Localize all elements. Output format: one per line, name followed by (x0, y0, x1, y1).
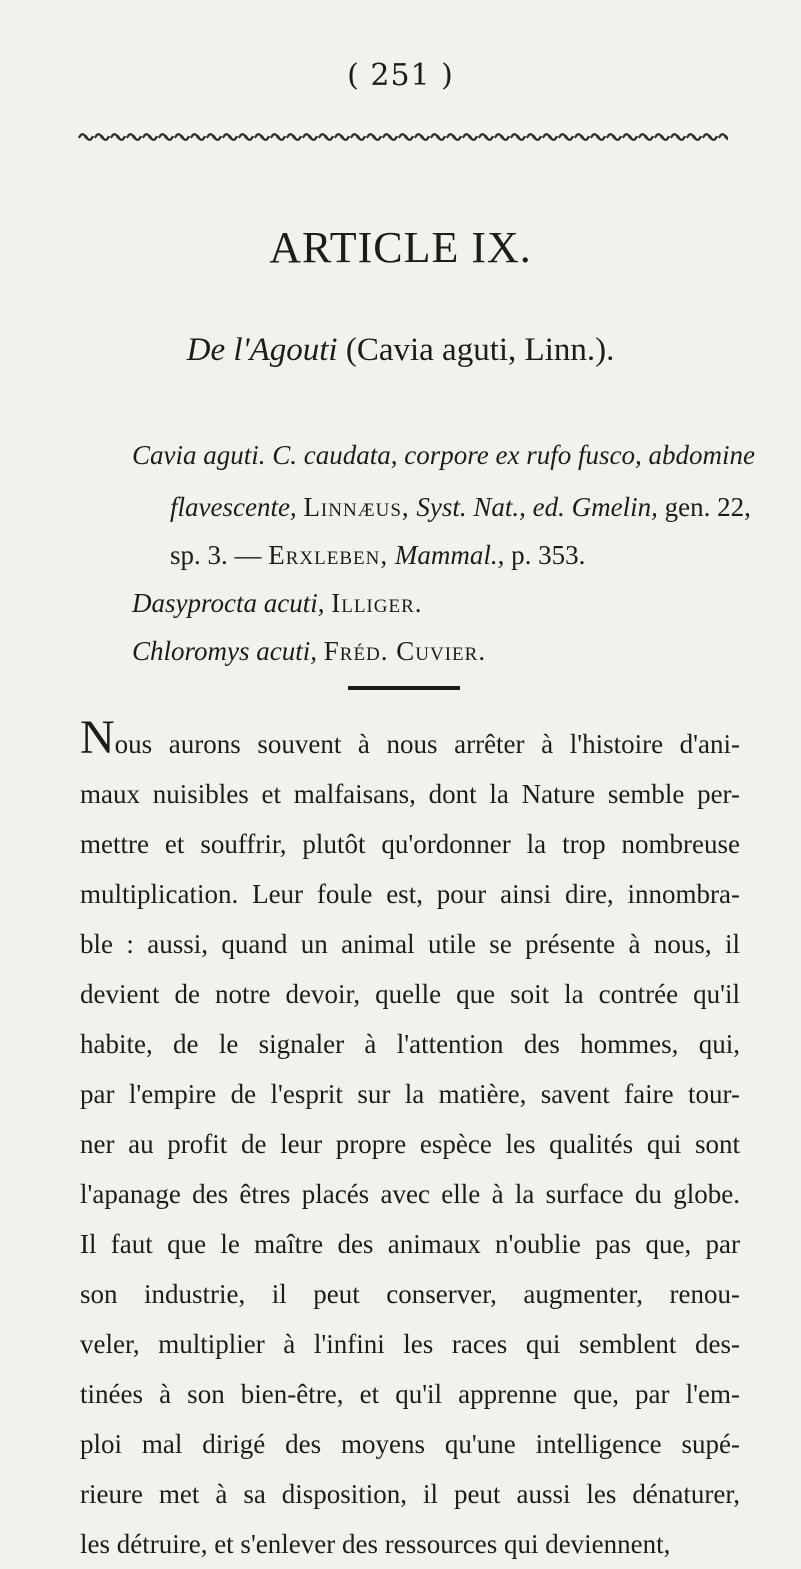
reference-location: gen. 22, (664, 492, 751, 522)
article-title: ARTICLE IX. (269, 223, 532, 272)
synonym-line-3 (170, 540, 585, 571)
body-line: maux nuisibles et malfaisans, dont la Nature semble per- (80, 779, 740, 809)
subtitle-scientific-name: (Cavia aguti, Linn.). (345, 332, 615, 368)
body-line: habite, de le signaler à l'attention des hommes, qui, (80, 1029, 740, 1059)
body-line: ner au profit de leur propre espèce les qualités qui sont (80, 1129, 740, 1159)
body-line: mettre et souffrir, plutôt qu'ordonner la trop nombreuse (80, 829, 740, 859)
synonym-line-5 (132, 636, 486, 667)
body-line: par l'empire de l'esprit sur la matière, savent faire tour- (80, 1079, 740, 1109)
body-line (80, 711, 740, 769)
body-line: ble : aussi, quand un animal utile se présente à nous, il (80, 929, 740, 959)
reference-title: Syst. Nat., ed. Gmelin, (416, 492, 658, 522)
synonym-text: flavescente, (170, 492, 297, 522)
ornamental-border (78, 125, 728, 147)
synonym-line-1 (132, 440, 755, 471)
body-line: rieure met à sa disposition, il peut aussi les dénaturer, (80, 1479, 740, 1509)
body-line: l'apanage des êtres placés avec elle à la surface du globe. (80, 1179, 740, 1209)
body-line: les détruire, et s'enlever des ressources qui deviennent, (80, 1529, 671, 1559)
drop-cap: N (80, 711, 115, 764)
body-line: devient de notre devoir, quelle que soit la contrée qu'il (80, 979, 740, 1009)
author-name: Linnæus, (303, 492, 410, 522)
synonym-line-4 (132, 588, 423, 619)
reference-title: Mammal., (394, 540, 505, 570)
synonym-cavia-aguti: Cavia aguti. C. caudata, corpore ex rufo fusco, abdomine (132, 440, 755, 470)
subtitle-common-name: De l'Agouti (186, 332, 338, 368)
author-name: Fréd. Cuvier. (323, 636, 487, 666)
body-line: son industrie, il peut conserver, augmenter, renou- (80, 1279, 740, 1309)
page-number: ( 251 ) (347, 58, 454, 93)
body-line-text: ous aurons souvent à nous arrêter à l'histoire d'ani- (114, 729, 740, 759)
author-name: Illiger. (331, 588, 423, 618)
section-divider (348, 686, 460, 690)
reference-location: sp. 3. — (170, 540, 269, 570)
body-paragraph (80, 711, 740, 1569)
body-line: tinées à son bien-être, et qu'il apprenne que, par l'em- (80, 1379, 740, 1409)
synonym-dasyprocta: Dasyprocta acuti, (132, 588, 325, 618)
author-name: Erxleben, (268, 540, 389, 570)
synonym-chloromys: Chloromys acuti, (132, 636, 317, 666)
body-line: ploi mal dirigé des moyens qu'une intelligence supé- (80, 1429, 740, 1459)
body-line: multiplication. Leur foule est, pour ainsi dire, innombra- (80, 879, 740, 909)
article-subtitle (0, 332, 801, 369)
body-line: Il faut que le maître des animaux n'oublie pas que, par (80, 1229, 740, 1259)
body-line: veler, multiplier à l'infini les races qui semblent des- (80, 1329, 740, 1359)
reference-page: p. 353. (511, 540, 586, 570)
synonym-line-2 (170, 492, 751, 523)
